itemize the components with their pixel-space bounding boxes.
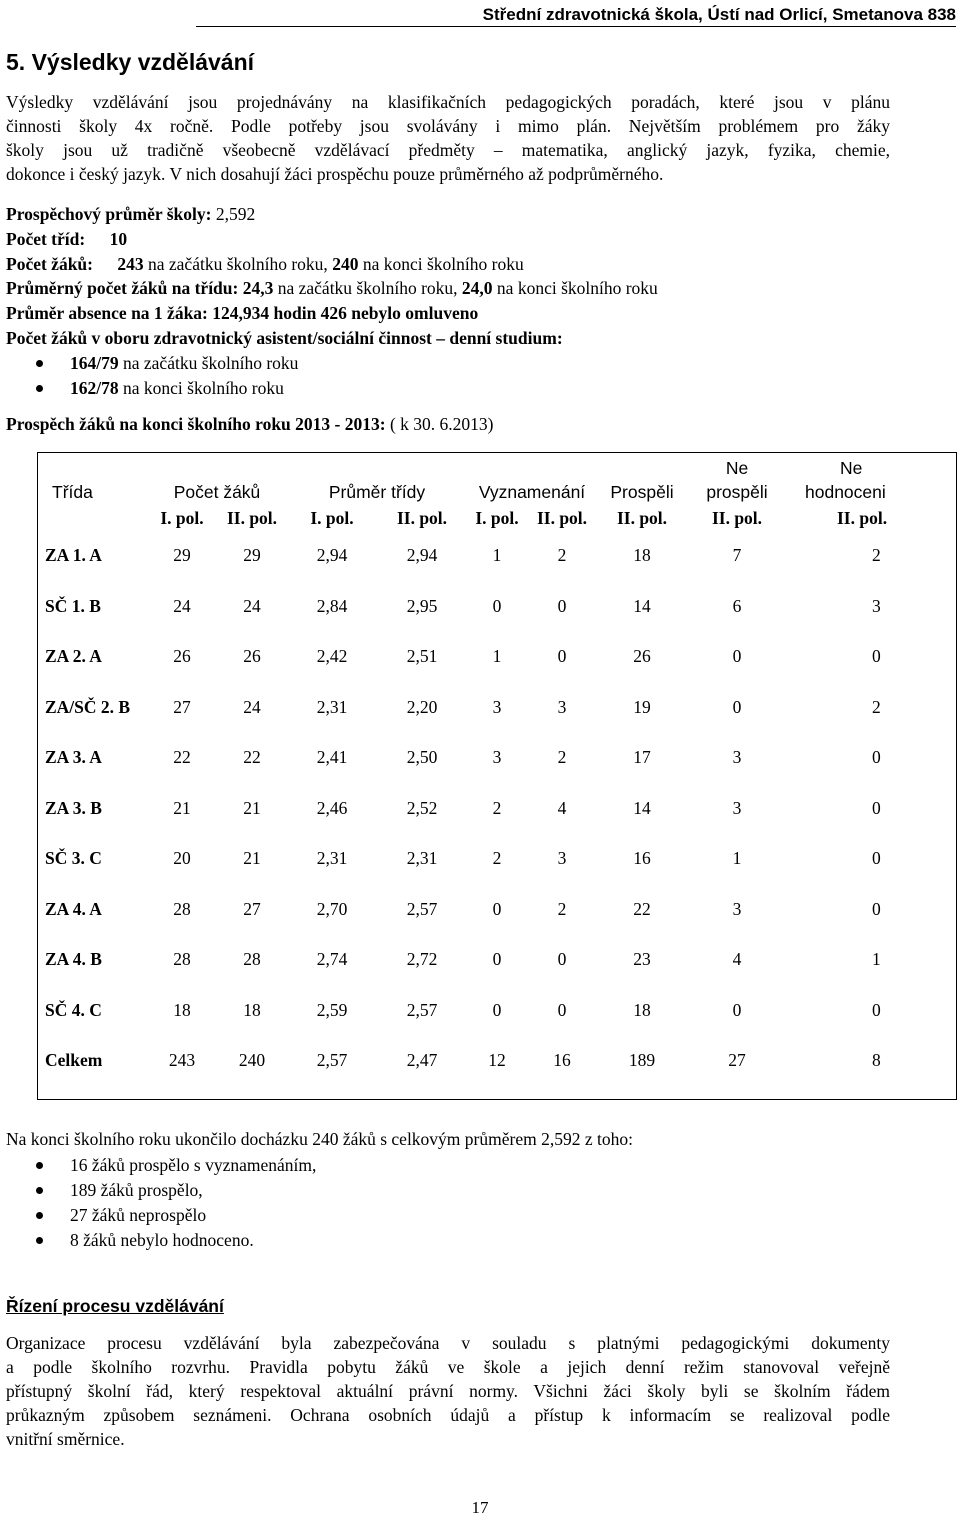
table-cell: 22 [633, 898, 651, 919]
table-cell: 0 [872, 747, 881, 768]
class-name-cell: ZA 3. B [45, 797, 102, 818]
table-cell: 2,95 [406, 595, 438, 616]
table-cell: 4 [732, 949, 742, 970]
table-row [37, 1035, 957, 1086]
table-cell: 29 [243, 545, 261, 566]
page-header: Střední zdravotnická škola, Ústí nad Orlicí, Smetanova 838 [196, 4, 956, 27]
rizeni-line: přístupný školní řád, který respektoval aktuální právní normy. Všichni žáci školy byli se školním řádem [6, 1381, 890, 1401]
table-cell: 0 [872, 898, 881, 919]
class-count-value: 10 [109, 229, 128, 249]
subheader-cell: II. pol. [226, 508, 278, 528]
col-header-vyznamenani: Vyznamenání [478, 482, 586, 502]
table-cell: 24 [173, 595, 191, 616]
table-cell: 3 [872, 595, 881, 616]
table-cell: 3 [492, 696, 502, 717]
field-count-value: 162/78 [70, 378, 119, 398]
table-cell: 27 [173, 696, 191, 717]
school-average-value: 2,592 [215, 204, 256, 224]
summary-list [6, 1153, 316, 1253]
list-item: 8 žáků nebylo hodnoceno. [6, 1228, 316, 1253]
table-cell: 24 [243, 595, 261, 616]
table-cell: 0 [492, 595, 502, 616]
avg-per-class-end: 24,0 [461, 278, 493, 298]
list-item: 16 žáků prospělo s vyznamenáním, [6, 1153, 316, 1178]
table-cell: 2,31 [316, 696, 348, 717]
table-cell: 3 [492, 747, 502, 768]
table-cell: 29 [173, 545, 191, 566]
table-cell: 1 [492, 646, 502, 667]
class-count [6, 227, 127, 251]
results-date-note: ( k 30. 6.2013) [389, 414, 494, 434]
intro-line: školy jsou už tradičně všeobecně vzdělávací předměty – matematika, anglický jazyk, fyzika, chemie, [6, 140, 890, 160]
field-count-label: Počet žáků v oboru zdravotnický asistent/sociální činnost – denní studium: [6, 328, 563, 348]
table-cell: 3 [557, 848, 567, 869]
table-cell: 28 [243, 949, 261, 970]
table-cell: 2 [557, 898, 567, 919]
intro-line: dokonce i český jazyk. V nich dosahují žáci prospěchu pouze průměrného až podprůměrného. [6, 164, 664, 184]
subheader-cell: I. pol. [310, 508, 354, 528]
page-number: 17 [471, 1498, 489, 1517]
table-cell: 3 [732, 898, 742, 919]
table-cell: 18 [633, 545, 651, 566]
table-cell: 2,59 [316, 999, 348, 1020]
table-row [37, 732, 957, 783]
field-count-text: na konci školního roku [123, 378, 284, 398]
table-cell: 21 [243, 797, 261, 818]
table-cell: 24 [243, 696, 261, 717]
table-cell: 28 [173, 898, 191, 919]
table-cell: 21 [243, 848, 261, 869]
table-cell: 0 [492, 999, 502, 1020]
section-title: 5. Výsledky vzdělávání [6, 49, 255, 75]
table-cell: 26 [173, 646, 191, 667]
table-cell: 2,47 [406, 1050, 438, 1071]
col-header-pocet: Počet žáků [173, 482, 261, 502]
table-cell: 0 [732, 646, 742, 667]
table-row [37, 833, 957, 884]
col-header-trida: Třída [52, 482, 93, 502]
table-cell: 14 [633, 797, 651, 818]
class-count-label: Počet tříd: [6, 229, 86, 249]
table-cell: 0 [872, 848, 881, 869]
table-cell: 243 [168, 1050, 196, 1071]
table-cell: 21 [173, 797, 191, 818]
table-row [37, 581, 957, 632]
list-item: 189 žáků prospělo, [6, 1178, 316, 1203]
table-row [37, 934, 957, 985]
table-cell: 19 [633, 696, 651, 717]
student-count-end: 240 [332, 254, 359, 274]
class-name-cell: ZA 4. A [45, 898, 102, 919]
table-cell: 1 [492, 545, 502, 566]
table-cell: 26 [243, 646, 261, 667]
table-cell: 1 [872, 949, 881, 970]
rizeni-line: a podle školního rozvrhu. Pravidla pobytu žáků ve škole a jejich denní režim stanovoval veřejně [6, 1357, 890, 1377]
table-cell: 2,50 [406, 747, 438, 768]
list-item [6, 376, 298, 401]
table-cell: 2 [557, 747, 567, 768]
table-cell: 2,57 [316, 1050, 348, 1071]
table-cell: 2,57 [406, 999, 438, 1020]
subheader-cell: II. pol. [616, 508, 668, 528]
table-cell: 23 [633, 949, 651, 970]
table-cell: 0 [557, 999, 567, 1020]
intro-line: činnosti školy 4x ročně. Podle potřeby jsou svolávány i mimo plán. Největším problémem pro žáky [6, 116, 890, 136]
student-count-label: Počet žáků: [6, 254, 93, 274]
table-cell: 6 [732, 595, 742, 616]
table-cell: 0 [732, 696, 742, 717]
avg-per-class-start: 24,3 [242, 278, 274, 298]
table-cell: 0 [492, 949, 502, 970]
table-cell: 0 [732, 999, 742, 1020]
table-cell: 18 [173, 999, 191, 1020]
table-cell: 16 [633, 848, 651, 869]
table-cell: 0 [872, 999, 881, 1020]
table-cell: 2,31 [406, 848, 438, 869]
table-cell: 2 [872, 696, 881, 717]
table-cell: 28 [173, 949, 191, 970]
table-cell: 0 [872, 646, 881, 667]
table-cell: 0 [557, 949, 567, 970]
field-count-list [6, 351, 298, 401]
table-cell: 2,31 [316, 848, 348, 869]
table-cell: 27 [728, 1050, 746, 1071]
table-cell: 17 [633, 747, 651, 768]
table-cell: 0 [492, 898, 502, 919]
intro-line: Výsledky vzdělávání jsou projednávány na klasifikačních pedagogických poradách, které jsou v plánu [6, 92, 890, 112]
class-name-cell: ZA 3. A [45, 747, 102, 768]
student-count-end-text: na konci školního roku [362, 254, 524, 274]
table-row [37, 631, 957, 682]
rizeni-paragraph [6, 1331, 890, 1451]
table-cell: 2,52 [406, 797, 438, 818]
col-header-nehodnoceni-line1: Ne [840, 458, 863, 478]
table-cell: 2,74 [316, 949, 348, 970]
table-cell: 4 [557, 797, 567, 818]
table-cell: 3 [732, 747, 742, 768]
school-average [6, 202, 255, 226]
class-name-cell: SČ 1. B [45, 595, 101, 616]
avg-per-class [6, 276, 658, 300]
class-name-cell: Celkem [45, 1050, 103, 1071]
table-cell: 12 [488, 1050, 506, 1071]
results-table [37, 452, 957, 1086]
table-cell: 2,72 [406, 949, 438, 970]
table-row [37, 682, 957, 733]
table-cell: 2,94 [316, 545, 348, 566]
col-header-neprospeli-line1: Ne [725, 458, 749, 478]
rizeni-title: Řízení procesu vzdělávání [6, 1296, 224, 1316]
col-header-prumer: Průměr třídy [328, 482, 426, 502]
col-header-neprospeli [687, 452, 787, 506]
list-item [6, 351, 298, 376]
table-cell: 2,57 [406, 898, 438, 919]
subheader-cell: II. pol. [711, 508, 763, 528]
table-cell: 0 [557, 595, 567, 616]
field-count-value: 164/79 [70, 353, 119, 373]
rizeni-line: vnitřní směrnice. [6, 1429, 125, 1449]
table-cell: 189 [628, 1050, 656, 1071]
table-cell: 14 [633, 595, 651, 616]
avg-per-class-end-text: na konci školního roku [496, 278, 658, 298]
results-title-text: Prospěch žáků na konci školního roku 2013 - 2013: [6, 414, 386, 434]
subheader-cell: II. pol. [536, 508, 588, 528]
table-cell: 2,46 [316, 797, 348, 818]
table-cell: 1 [732, 848, 742, 869]
list-item: 27 žáků neprospělo [6, 1203, 316, 1228]
table-cell: 2,42 [316, 646, 348, 667]
table-cell: 16 [553, 1050, 571, 1071]
table-row [37, 530, 957, 581]
table-cell: 2,70 [316, 898, 348, 919]
class-name-cell: ZA/SČ 2. B [45, 696, 131, 717]
results-title [6, 412, 493, 436]
subheader-blank [37, 506, 147, 530]
table-cell: 2 [492, 848, 502, 869]
table-cell: 8 [872, 1050, 881, 1071]
col-header-nehodnoceni [787, 452, 957, 506]
table-row [37, 884, 957, 935]
table-cell: 22 [243, 747, 261, 768]
subheader-cell: I. pol. [475, 508, 519, 528]
class-name-cell: SČ 3. C [45, 848, 102, 869]
table-cell: 20 [173, 848, 191, 869]
col-header-neprospeli-line2: prospěli [706, 482, 768, 502]
table-cell: 3 [557, 696, 567, 717]
subheader-cell: II. pol. [396, 508, 448, 528]
table-cell: 27 [243, 898, 261, 919]
table-cell: 2,94 [406, 545, 438, 566]
rizeni-line: Organizace procesu vzdělávání byla zabezpečována v souladu s platnými pedagogickými dokumenty [6, 1333, 890, 1353]
table-cell: 3 [732, 797, 742, 818]
table-row [37, 985, 957, 1036]
intro-paragraph [6, 90, 890, 186]
table-cell: 7 [732, 545, 742, 566]
student-count [6, 252, 524, 276]
table-cell: 2,51 [406, 646, 438, 667]
col-header-prospeli: Prospěli [610, 482, 674, 502]
summary-intro: Na konci školního roku ukončilo docházku 240 žáků s celkovým průměrem 2,592 z toho: [6, 1129, 633, 1149]
table-row [37, 783, 957, 834]
table-cell: 0 [872, 797, 881, 818]
class-name-cell: ZA 2. A [45, 646, 102, 667]
class-name-cell: SČ 4. C [45, 999, 102, 1020]
table-cell: 2,84 [316, 595, 348, 616]
student-count-start: 243 [117, 254, 144, 274]
col-header-nehodnoceni-line2: hodnoceni [805, 482, 886, 502]
avg-per-class-label: Průměrný počet žáků na třídu: [6, 278, 239, 298]
table-cell: 2,41 [316, 747, 348, 768]
table-cell: 2,20 [406, 696, 438, 717]
field-count-text: na začátku školního roku [123, 353, 299, 373]
absence-average: Průměr absence na 1 žáka: 124,934 hodin 426 nebylo omluveno [6, 303, 479, 323]
subheader-cell: I. pol. [160, 508, 204, 528]
class-name-cell: ZA 1. A [45, 545, 102, 566]
table-cell: 240 [238, 1050, 266, 1071]
rizeni-line: průkazným způsobem seznámeni. Ochrana osobních údajů a přístup k informacím se realizoval podle [6, 1405, 890, 1425]
school-average-label: Prospěchový průměr školy: [6, 204, 212, 224]
avg-per-class-start-text: na začátku školního roku, [277, 278, 458, 298]
subheader-cell: II. pol. [837, 508, 888, 528]
class-name-cell: ZA 4. B [45, 949, 102, 970]
student-count-start-text: na začátku školního roku, [148, 254, 328, 274]
table-cell: 2 [557, 545, 567, 566]
table-cell: 18 [243, 999, 261, 1020]
table-cell: 22 [173, 747, 191, 768]
table-cell: 2 [492, 797, 502, 818]
table-cell: 26 [633, 646, 651, 667]
table-cell: 18 [633, 999, 651, 1020]
table-cell: 0 [557, 646, 567, 667]
table-cell: 2 [872, 545, 881, 566]
